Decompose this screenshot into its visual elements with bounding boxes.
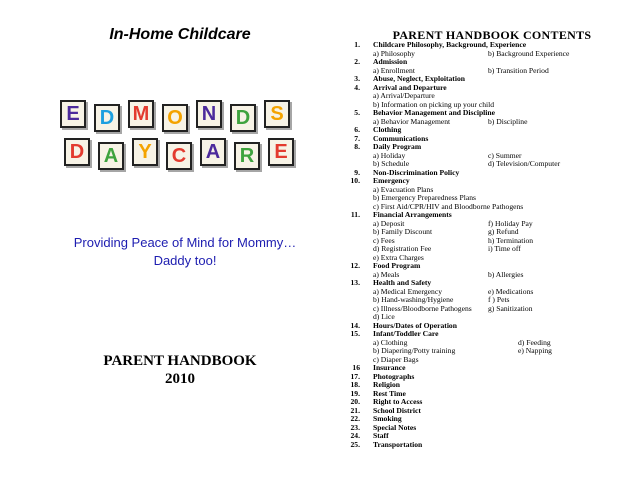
toc-section-title: Staff [373,431,389,440]
toc-subitem: a) Philosophy [373,48,415,58]
table-of-contents [340,41,640,449]
toc-subitem: a) Medical Emergency [373,286,443,296]
toc-section-number: 15. [350,329,360,338]
toc-subitem: c) First Aid/CPR/HIV and Bloodborne Pathogens [373,201,524,211]
toc-section-title: Special Notes [373,422,417,432]
toc-section-number: 23. [350,422,360,432]
toc-section-title: Rest Time [373,388,406,398]
tagline [40,234,330,270]
logo-letter-block: D [64,138,90,166]
toc-section-number: 12. [350,261,360,270]
logo-letter-block: D [94,104,120,132]
toc-section-number: 16 [352,363,360,372]
toc-section-number: 14. [350,320,360,330]
toc-section-title: Emergency [373,176,410,185]
handbook-title [90,352,270,388]
toc-subitem: d) Lice [373,312,395,321]
business-title: In-Home Childcare [109,26,251,43]
toc-section-title: Photographs [373,371,415,381]
toc-subitem: a) Arrival/Departure [373,91,435,100]
toc-subitem: a) Deposit [373,218,405,228]
toc-section-number: 11. [350,210,360,219]
toc-section-number: 5. [354,108,360,117]
logo-letter-block: A [98,142,124,170]
toc-section-title: Daily Program [373,142,422,151]
toc-subitem: b) Background Experience [488,48,570,58]
toc-section-number: 19. [350,388,360,398]
toc-subitem: e) Napping [518,346,552,355]
toc-subitem: c) Summer [488,150,522,160]
toc-section-title: Right to Access [373,397,423,406]
toc-section-title: Admission [373,57,408,66]
toc-section-number: 9. [354,167,360,177]
logo-letter-block: N [196,100,222,128]
toc-subitem: i) Time off [488,244,521,253]
toc-section-title: School District [373,405,421,415]
toc-section-number: 22. [350,414,360,423]
toc-subitem: a) Holiday [373,150,406,160]
toc-section-number: 17. [350,371,360,381]
toc-subitem: a) Evacuation Plans [373,184,434,194]
toc-subitem: g) Refund [488,227,519,236]
logo-letter-block: E [268,138,294,166]
toc-section-title: Religion [373,380,401,389]
logo-letter-block: E [60,100,86,128]
toc-subitem: a) Behavior Management [373,116,451,126]
toc-section-number: 18. [350,380,360,389]
toc-section-title: Hours/Dates of Operation [373,320,457,330]
toc-subitem: d) Television/Computer [488,159,561,168]
toc-section-number: 24. [350,431,360,440]
toc-section-number: 10. [350,176,360,185]
toc-section-number: 25. [350,439,360,449]
handbook-year: 2010 [165,371,195,387]
toc-section-title: Infant/Toddler Care [373,329,439,338]
logo-letter-block: Y [132,138,158,166]
toc-section-number: 3. [354,74,360,83]
toc-section-number: 21. [350,405,360,415]
toc-section-number: 2. [354,57,360,66]
toc-section-title: Abuse, Neglect, Exploitation [373,74,465,83]
toc-subitem: b) Discipline [488,116,528,126]
toc-subitem: b) Family Discount [373,227,433,236]
toc-subitem: b) Allergies [488,269,524,279]
logo-letter-block: S [264,100,290,128]
toc-section-title: Arrival and Departure [373,82,447,92]
toc-subitem: e) Extra Charges [373,252,424,262]
toc-subitem: f ) Pets [488,295,510,304]
toc-section-title: Health and Safety [373,278,432,287]
edmonds-daycare-logo [58,96,308,186]
toc-section-title: Clothing [373,125,402,134]
toc-subitem: a) Clothing [373,337,408,347]
toc-section-number: 20. [350,397,360,406]
contents-heading: PARENT HANDBOOK CONTENTS [392,28,592,42]
toc-section-title: Non-Discrimination Policy [373,167,460,177]
toc-section-title: Behavior Management and Discipline [373,108,495,117]
toc-section-title: Food Program [373,261,421,270]
toc-section-title: Childcare Philosophy, Background, Experience [373,40,527,49]
toc-subitem: d) Feeding [518,337,551,347]
tagline-line-2: Daddy too! [153,253,217,268]
toc-subitem: b) Diapering/Potty training [373,346,456,355]
toc-subitem: b) Emergency Preparedness Plans [373,193,476,202]
toc-subitem: c) Fees [373,235,395,245]
toc-subitem: c) Illness/Bloodborne Pathogens [373,303,472,313]
toc-subitem: h) Termination [488,235,534,245]
tagline-line-1: Providing Peace of Mind for Mommy… [73,235,297,250]
toc-section-number: 4. [354,82,360,92]
toc-section-title: Financial Arrangements [373,210,452,219]
logo-letter-block: A [200,138,226,166]
toc-subitem: e) Medications [488,286,534,296]
toc-section-title: Insurance [373,363,406,372]
toc-section-number: 6. [354,125,360,134]
toc-subitem: a) Meals [373,269,400,279]
toc-section-number: 1. [354,40,360,49]
logo-letter-block: O [162,104,188,132]
toc-subitem: g) Sanitization [488,303,533,313]
toc-subitem: a) Enrollment [373,65,415,75]
logo-letter-block: R [234,142,260,170]
toc-section-number: 8. [354,142,360,151]
handbook-title-line-1: PARENT HANDBOOK [103,353,257,369]
toc-subitem: c) Diaper Bags [373,354,419,364]
toc-section-title: Smoking [373,414,402,423]
toc-subitem: b) Transition Period [488,65,549,75]
toc-subitem: b) Information on picking up your child [373,99,495,109]
toc-subitem: f) Holiday Pay [488,218,533,228]
toc-section-number: 13. [350,278,360,287]
toc-section-number: 7. [354,133,360,143]
toc-section-title: Transportation [373,439,423,449]
logo-letter-block: M [128,100,154,128]
toc-subitem: d) Registration Fee [373,244,432,253]
logo-letter-block: C [166,142,192,170]
toc-section-row [340,441,640,450]
toc-subitem: b) Hand-washing/Hygiene [373,295,454,304]
logo-letter-block: D [230,104,256,132]
toc-section-title: Communications [373,133,429,143]
toc-subitem: b) Schedule [373,159,410,168]
